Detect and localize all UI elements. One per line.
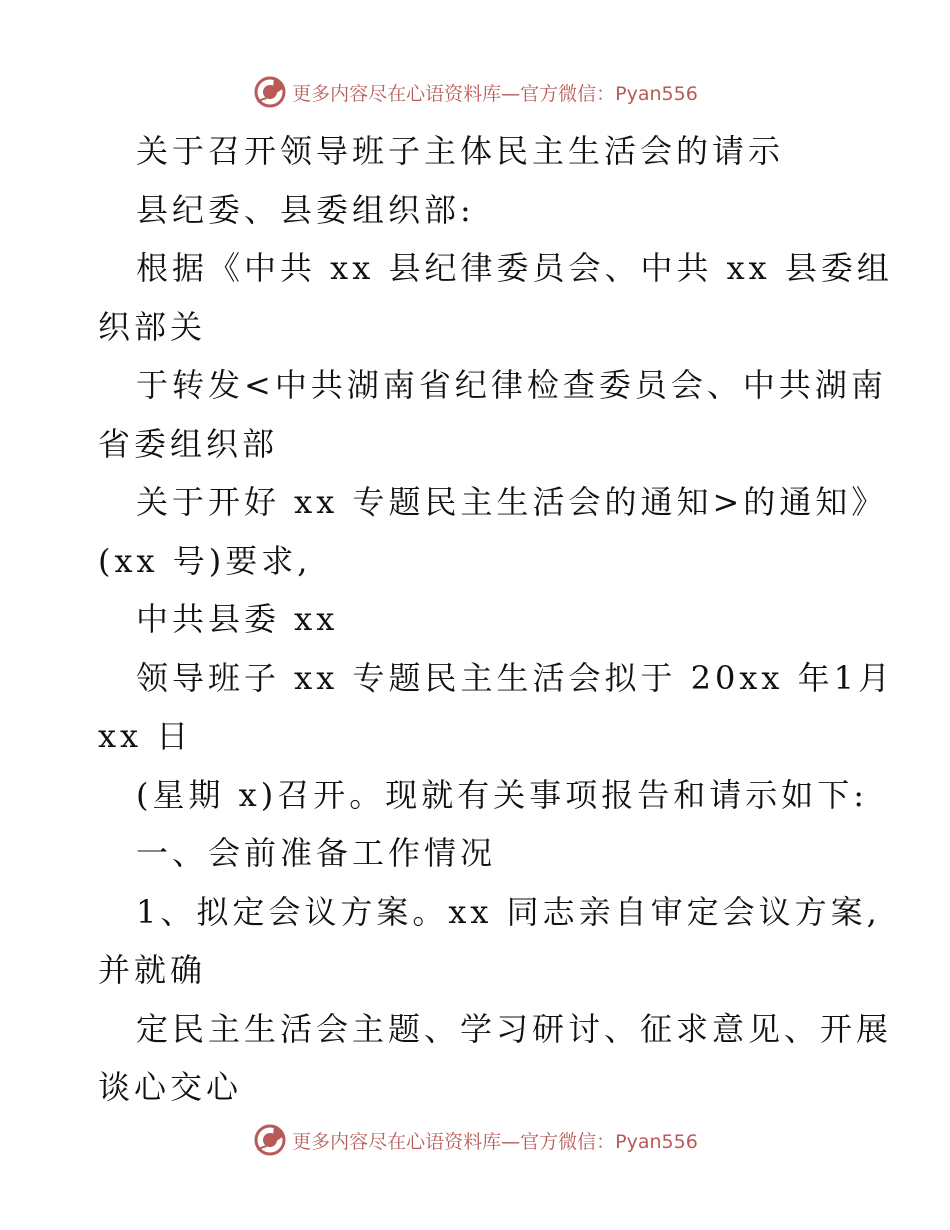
text-line: 领导班子 xx 专题民主生活会拟于 20xx 年1月 [136, 658, 894, 697]
text-line: 省委组织部 [98, 424, 279, 463]
text-line: 关于开好 xx 专题民主生活会的通知>的通知》 [136, 483, 888, 521]
pen-logo-icon [252, 74, 288, 110]
text-line: 县纪委、县委组织部: [136, 190, 475, 229]
watermark-text: 更多内容尽在心语资料库—官方微信：Pyan556 [292, 1130, 698, 1153]
text-line: (xx 号)要求, [98, 541, 312, 580]
text-line: (星期 x)召开。现就有关事项报告和请示如下: [136, 775, 868, 814]
text-line: 一、会前准备工作情况 [136, 834, 497, 872]
document-body [98, 122, 894, 1117]
text-line: 于转发<中共湖南省纪律检查委员会、中共湖南 [136, 366, 887, 404]
text-line: 根据《中共 xx 县纪律委员会、中共 xx 县委组 [136, 249, 893, 287]
text-line: xx 日 [98, 717, 193, 755]
text-line: 1、拟定会议方案。xx 同志亲自审定会议方案, [136, 892, 881, 931]
text-line: 关于召开领导班子主体民主生活会的请示 [136, 132, 785, 170]
text-line: 定民主生活会主题、学习研讨、征求意见、开展 [136, 1009, 893, 1048]
text-line: 并就确 [98, 951, 207, 989]
watermark-text: 更多内容尽在心语资料库—官方微信：Pyan556 [292, 82, 698, 105]
watermark-banner-top [0, 72, 950, 112]
text-line: 中共县委 xx [136, 600, 339, 638]
text-line: 织部关 [98, 307, 207, 346]
text-line: 谈心交心 [98, 1068, 243, 1106]
pen-logo-icon [252, 1122, 288, 1158]
watermark-banner-bottom [0, 1120, 950, 1160]
